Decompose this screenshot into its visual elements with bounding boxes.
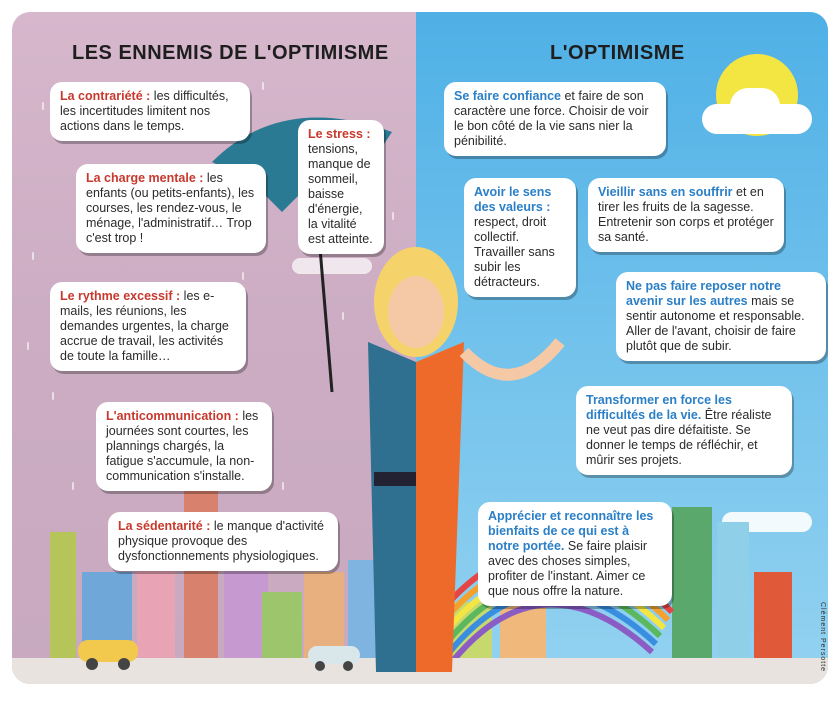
illustrator-credit: Clément Persotte — [819, 602, 826, 673]
optimism-card-transformer — [576, 386, 792, 475]
enemy-card-sedentarite — [108, 512, 338, 571]
card-text: et faire de son caractère une force. Choisir de voir le bon côté de la vie sans nier la pénibilité. — [454, 89, 649, 148]
card-keyword: L'anticommunication : — [106, 409, 239, 423]
card-keyword: Le stress : — [308, 127, 371, 141]
card-keyword: La charge mentale : — [86, 171, 204, 185]
optimism-card-valeurs — [464, 178, 576, 297]
card-text: les difficultés, les incertitudes limitent nos actions dans le temps. — [60, 89, 229, 133]
card-keyword: La sédentarité : — [118, 519, 211, 533]
card-keyword: Avoir le sens des valeurs : — [474, 185, 552, 214]
card-keyword: La contrariété : — [60, 89, 151, 103]
optimism-card-confiance — [444, 82, 666, 156]
optimism-card-avenir — [616, 272, 826, 361]
card-keyword: Transformer en force les difficultés de la vie. — [586, 393, 732, 422]
card-keyword: Vieillir sans en souffrir — [598, 185, 733, 199]
enemy-card-anticommunication — [96, 402, 272, 491]
card-keyword: Ne pas faire reposer notre avenir sur les autres — [626, 279, 781, 308]
card-text: respect, droit collectif. Travailler sans subir les détracteurs. — [474, 215, 555, 289]
enemy-card-contrariete — [50, 82, 250, 141]
card-text: mais se sentir autonome et responsable. Aller de l'avant, choisir de faire plutôt que de subir. — [626, 294, 805, 353]
card-text: les journées sont courtes, les plannings chargés, la fatigue s'accumule, la non-communication s'installe. — [106, 409, 259, 483]
card-text: le manque d'activité physique provoque des dysfonctionnements physiologiques. — [118, 519, 324, 563]
enemy-card-rythme-excessif — [50, 282, 246, 371]
infographic-poster — [12, 12, 828, 684]
right-heading: L'OPTIMISME — [550, 42, 685, 64]
card-keyword: Apprécier et reconnaître les bienfaits de ce qui est à notre portée. — [488, 509, 654, 553]
enemy-card-stress — [298, 120, 384, 254]
card-text: Se faire plaisir avec des choses simples, profiter de l'instant. Aimer ce que nous offre la nature. — [488, 539, 648, 598]
card-keyword: Le rythme excessif : — [60, 289, 181, 303]
card-text: les e-mails, les réunions, les demandes urgentes, la charge accrue de travail, les activités de toute la famille… — [60, 289, 229, 363]
card-text: les enfants (ou petits-enfants), les courses, les rendez-vous, le ménage, l'administratif… Trop c'est trop ! — [86, 171, 255, 245]
optimism-card-vieillir — [588, 178, 784, 252]
left-heading: LES ENNEMIS DE L'OPTIMISME — [72, 42, 389, 64]
card-text: Être réaliste ne veut pas dire défaitiste. Se donner le temps de réfléchir, et mûrir ses projets. — [586, 408, 772, 467]
card-keyword: Se faire confiance — [454, 89, 561, 103]
card-text: et en tirer les fruits de la sagesse. Entretenir son corps et protéger sa santé. — [598, 185, 774, 244]
enemy-card-charge-mentale — [76, 164, 266, 253]
optimism-card-apprecier — [478, 502, 672, 606]
card-text: tensions, manque de sommeil, baisse d'énergie, la vitalité est atteinte. — [308, 142, 373, 246]
